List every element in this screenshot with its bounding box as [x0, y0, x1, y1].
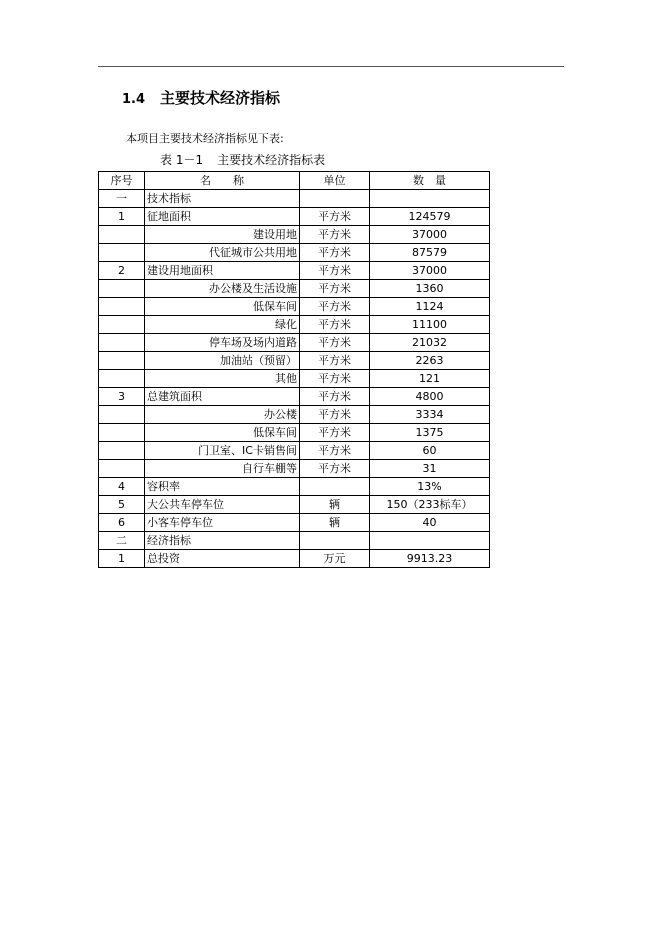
- table-row: [99, 334, 490, 352]
- row-qty: 87579: [370, 244, 490, 262]
- table-row: [99, 442, 490, 460]
- row-name: 建设用地: [145, 226, 300, 244]
- table-row: [99, 388, 490, 406]
- header-rule: [98, 66, 564, 67]
- table-row: [99, 514, 490, 532]
- header-qty: 数 量: [370, 172, 490, 190]
- section-heading: [122, 87, 280, 108]
- row-name: 总建筑面积: [145, 388, 300, 406]
- row-seq: [99, 226, 145, 244]
- row-qty: 3334: [370, 406, 490, 424]
- row-qty: 2263: [370, 352, 490, 370]
- row-name: 绿化: [145, 316, 300, 334]
- row-qty: [370, 190, 490, 208]
- row-name: 征地面积: [145, 208, 300, 226]
- row-unit: 平方米: [300, 352, 370, 370]
- row-seq: [99, 280, 145, 298]
- table-header-row: [99, 172, 490, 190]
- header-seq: 序号: [99, 172, 145, 190]
- row-name: 加油站（预留）: [145, 352, 300, 370]
- table-row: [99, 496, 490, 514]
- row-seq: [99, 406, 145, 424]
- row-unit: 平方米: [300, 334, 370, 352]
- row-seq: [99, 316, 145, 334]
- row-qty: 1124: [370, 298, 490, 316]
- row-qty: 1360: [370, 280, 490, 298]
- row-seq: 6: [99, 514, 145, 532]
- table-row: [99, 280, 490, 298]
- row-qty: 9913.23: [370, 550, 490, 568]
- table-row: [99, 190, 490, 208]
- row-qty: 37000: [370, 262, 490, 280]
- table-row: [99, 244, 490, 262]
- row-qty: 60: [370, 442, 490, 460]
- row-seq: 3: [99, 388, 145, 406]
- table-row: [99, 352, 490, 370]
- row-qty: 1375: [370, 424, 490, 442]
- row-name: 停车场及场内道路: [145, 334, 300, 352]
- row-seq: [99, 370, 145, 388]
- row-seq: [99, 352, 145, 370]
- row-unit: 平方米: [300, 262, 370, 280]
- row-unit: 平方米: [300, 460, 370, 478]
- row-qty: 11100: [370, 316, 490, 334]
- header-unit: 单位: [300, 172, 370, 190]
- row-unit: 平方米: [300, 370, 370, 388]
- row-qty: 4800: [370, 388, 490, 406]
- table-row: [99, 262, 490, 280]
- indicators-table: [98, 171, 490, 568]
- table-caption-label: 表 1－1: [160, 153, 204, 167]
- row-name: 建设用地面积: [145, 262, 300, 280]
- table-caption-title: 主要技术经济指标表: [217, 153, 326, 167]
- row-seq: 2: [99, 262, 145, 280]
- row-unit: 平方米: [300, 406, 370, 424]
- row-name: 办公楼及生活设施: [145, 280, 300, 298]
- row-seq: 二: [99, 532, 145, 550]
- row-unit: 平方米: [300, 280, 370, 298]
- row-seq: [99, 424, 145, 442]
- row-unit: 平方米: [300, 388, 370, 406]
- row-seq: 4: [99, 478, 145, 496]
- row-name: 技术指标: [145, 190, 300, 208]
- row-qty: 150（233标车）: [370, 496, 490, 514]
- row-unit: 平方米: [300, 226, 370, 244]
- row-seq: 一: [99, 190, 145, 208]
- row-unit: [300, 478, 370, 496]
- row-unit: 平方米: [300, 244, 370, 262]
- row-name: 经济指标: [145, 532, 300, 550]
- row-unit: 平方米: [300, 208, 370, 226]
- table-row: [99, 298, 490, 316]
- row-unit: 辆: [300, 514, 370, 532]
- row-unit: [300, 190, 370, 208]
- row-qty: 124579: [370, 208, 490, 226]
- row-name: 低保车间: [145, 424, 300, 442]
- row-unit: 平方米: [300, 316, 370, 334]
- table-row: [99, 226, 490, 244]
- intro-paragraph: 本项目主要技术经济指标见下表:: [126, 132, 284, 145]
- row-qty: 13%: [370, 478, 490, 496]
- row-unit: 平方米: [300, 424, 370, 442]
- row-unit: 万元: [300, 550, 370, 568]
- row-seq: 5: [99, 496, 145, 514]
- row-name: 容积率: [145, 478, 300, 496]
- row-unit: [300, 532, 370, 550]
- row-seq: [99, 442, 145, 460]
- row-qty: 37000: [370, 226, 490, 244]
- row-qty: [370, 532, 490, 550]
- section-number: 1.4: [122, 92, 146, 107]
- row-seq: [99, 460, 145, 478]
- table-row: [99, 316, 490, 334]
- row-name: 自行车棚等: [145, 460, 300, 478]
- row-name: 总投资: [145, 550, 300, 568]
- row-seq: 1: [99, 550, 145, 568]
- table-row: [99, 532, 490, 550]
- row-unit: 平方米: [300, 298, 370, 316]
- header-name: 名 称: [145, 172, 300, 190]
- row-name: 其他: [145, 370, 300, 388]
- table-row: [99, 460, 490, 478]
- row-qty: 121: [370, 370, 490, 388]
- row-name: 小客车停车位: [145, 514, 300, 532]
- table-row: [99, 478, 490, 496]
- row-qty: 31: [370, 460, 490, 478]
- table-row: [99, 370, 490, 388]
- section-title: 主要技术经济指标: [160, 89, 281, 107]
- row-qty: 21032: [370, 334, 490, 352]
- table-row: [99, 424, 490, 442]
- row-seq: [99, 334, 145, 352]
- row-name: 低保车间: [145, 298, 300, 316]
- row-name: 门卫室、IC卡销售间: [145, 442, 300, 460]
- row-unit: 辆: [300, 496, 370, 514]
- row-name: 大公共车停车位: [145, 496, 300, 514]
- table-row: [99, 208, 490, 226]
- row-seq: [99, 298, 145, 316]
- table-row: [99, 550, 490, 568]
- row-unit: 平方米: [300, 442, 370, 460]
- row-qty: 40: [370, 514, 490, 532]
- row-name: 代征城市公共用地: [145, 244, 300, 262]
- table-row: [99, 406, 490, 424]
- table-caption: [160, 151, 325, 168]
- row-seq: [99, 244, 145, 262]
- row-seq: 1: [99, 208, 145, 226]
- row-name: 办公楼: [145, 406, 300, 424]
